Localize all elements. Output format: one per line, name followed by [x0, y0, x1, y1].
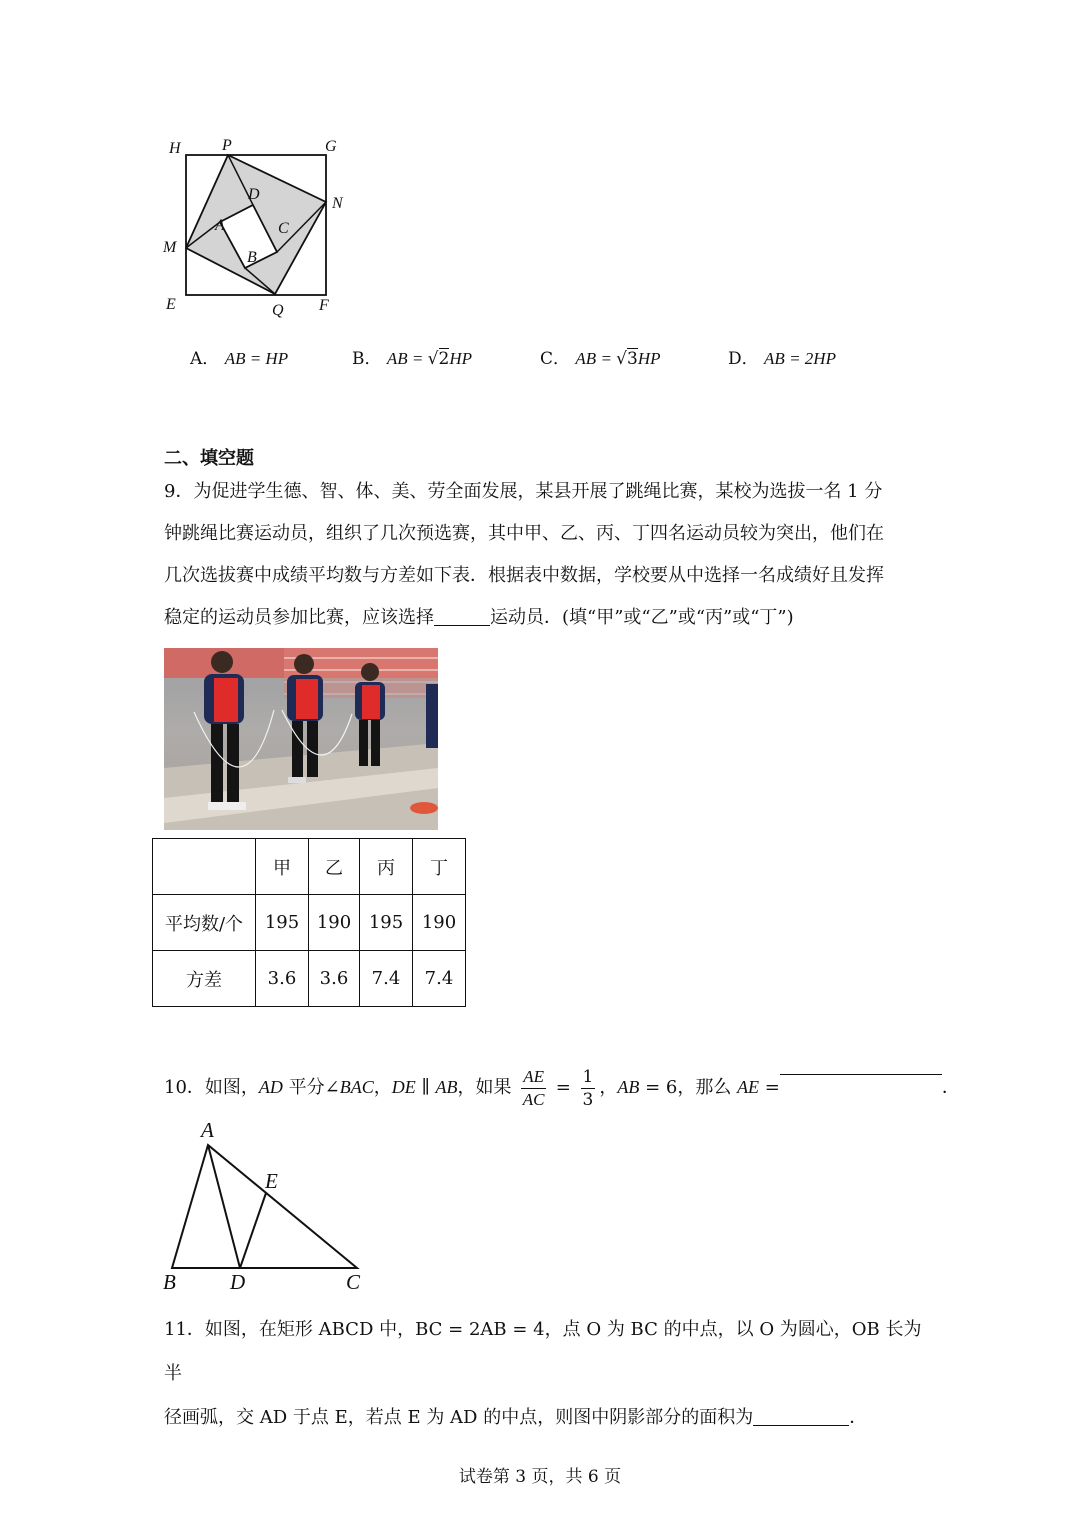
- photo-illustration: [164, 648, 438, 830]
- q10-seg: AB: [617, 1077, 640, 1097]
- table-header-row: [153, 839, 466, 895]
- radicand: 3: [627, 349, 638, 369]
- fraction-one-third: [581, 1066, 596, 1111]
- section-heading: 二、填空题: [164, 448, 254, 469]
- fraction-numerator: 1: [582, 1066, 594, 1087]
- option-expression: AB =: [386, 349, 428, 368]
- option-expression-tail: HP: [449, 349, 472, 368]
- triangle-figure: [160, 1118, 370, 1298]
- q10-seg: AD: [258, 1077, 283, 1097]
- rope-jumping-photo: [164, 648, 438, 830]
- option-a[interactable]: [190, 344, 288, 369]
- q10-seg: ，如果: [457, 1077, 512, 1098]
- q10-number: 10．如图，: [164, 1077, 259, 1098]
- label-C: C: [346, 1270, 361, 1294]
- table-cell: 195: [360, 895, 413, 951]
- label-E: E: [265, 1169, 278, 1193]
- sqrt-sign: √: [616, 349, 628, 369]
- fraction-numerator: AE: [521, 1066, 546, 1089]
- fraction-denominator: 3: [582, 1089, 594, 1110]
- option-letter: D．: [728, 349, 759, 369]
- q11-line-1: 11．如图，在矩形 ABCD 中，BC = 2AB = 4，点 O 为 BC 的中点，以 O 为圆心，OB 长为半: [164, 1319, 922, 1384]
- label-E: E: [166, 296, 176, 313]
- q10-seg: =: [550, 1077, 577, 1098]
- option-expression: AB =: [575, 349, 617, 368]
- table-row: [153, 951, 466, 1007]
- label-H: H: [169, 140, 181, 157]
- q11-line-2: [164, 1396, 924, 1440]
- q10-seg: ．: [941, 1077, 960, 1098]
- answer-blank-q9[interactable]: [434, 607, 490, 626]
- table-cell: 190: [413, 895, 466, 951]
- q9-line-3: 几次选拔赛中成绩平均数与方差如下表．根据表中数据，学校要从中选择一名成绩好且发挥: [164, 565, 884, 586]
- table-cell: 3.6: [309, 951, 360, 1007]
- table-cell: 7.4: [360, 951, 413, 1007]
- score-table: [152, 838, 466, 1007]
- option-b[interactable]: [352, 344, 472, 369]
- radicand: 2: [438, 349, 450, 369]
- option-expression: AB = HP: [224, 349, 289, 368]
- table-header-cell: 丙: [360, 839, 413, 895]
- fraction-ae-ac: [521, 1066, 546, 1111]
- label-N: N: [332, 195, 343, 212]
- q8-options: [190, 344, 890, 374]
- label-M: M: [163, 239, 177, 256]
- q10-seg: =: [759, 1077, 780, 1098]
- q10-seg: ，: [373, 1077, 392, 1098]
- option-d[interactable]: [728, 344, 836, 369]
- fraction-denominator: AC: [522, 1089, 545, 1109]
- table-cell: 195: [256, 895, 309, 951]
- label-C: C: [278, 220, 289, 237]
- q10-seg: ，: [599, 1077, 618, 1098]
- page-footer: 试卷第 3 页，共 6 页: [458, 1467, 622, 1487]
- label-D: D: [248, 186, 260, 203]
- q10-seg: BAC: [339, 1077, 374, 1097]
- q11-text: [164, 1308, 924, 1440]
- q9-line-1: 9．为促进学生德、智、体、美、劳全面发展，某县开展了跳绳比赛，某校为选拔一名 1 分: [164, 481, 883, 502]
- q10-seg: DE: [391, 1077, 416, 1097]
- answer-blank-q11[interactable]: [753, 1407, 849, 1426]
- option-expression: AB = 2HP: [764, 349, 836, 368]
- label-B: B: [163, 1270, 176, 1294]
- q9-text: [164, 471, 924, 639]
- option-expression-tail: HP: [637, 349, 661, 368]
- square-figure: [160, 135, 360, 325]
- q11-line-2-before: 径画弧，交 AD 于点 E，若点 E 为 AD 的中点，则图中阴影部分的面积为: [164, 1407, 754, 1428]
- label-D: D: [230, 1270, 246, 1294]
- answer-blank-q10[interactable]: [780, 1056, 942, 1075]
- sqrt-sign: √: [427, 349, 439, 369]
- option-letter: A．: [190, 349, 220, 369]
- table-row: [153, 895, 466, 951]
- table-header-cell: 甲: [256, 839, 309, 895]
- q9-line-4: [164, 597, 924, 639]
- table-row-label: 方差: [153, 951, 256, 1007]
- q9-line-4-before: 稳定的运动员参加比赛，应该选择: [164, 607, 434, 628]
- table-cell: 3.6: [256, 951, 309, 1007]
- q9-line-2: 钟跳绳比赛运动员，组织了几次预选赛，其中甲、乙、丙、丁四名运动员较为突出，他们在: [164, 523, 884, 544]
- table-header-cell: 乙: [309, 839, 360, 895]
- q10-seg: AE: [737, 1077, 760, 1097]
- table-header-cell: 丁: [413, 839, 466, 895]
- label-B: B: [247, 249, 257, 266]
- option-letter: B．: [352, 349, 382, 369]
- q10-seg: AB: [435, 1077, 458, 1097]
- label-P: P: [222, 137, 232, 154]
- table-header-cell: [153, 839, 256, 895]
- label-Q: Q: [272, 302, 284, 319]
- option-c[interactable]: [540, 344, 661, 369]
- q9-line-4-after: 运动员．(填“甲”或“乙”或“丙”或“丁”): [490, 607, 794, 628]
- q11-line-2-after: ．: [849, 1407, 868, 1428]
- table-row-label: 平均数/个: [153, 895, 256, 951]
- label-A: A: [215, 217, 225, 234]
- q10-seg: ∥: [415, 1077, 436, 1098]
- table-cell: 190: [309, 895, 360, 951]
- table-cell: 7.4: [413, 951, 466, 1007]
- triangle-diagram: [160, 1118, 370, 1298]
- label-A: A: [201, 1118, 214, 1142]
- label-F: F: [319, 297, 329, 314]
- square-diagram: [160, 135, 360, 325]
- option-letter: C．: [540, 349, 571, 369]
- q10-seg: = 6，那么: [639, 1077, 738, 1098]
- label-G: G: [325, 138, 337, 155]
- q10-text: [164, 1056, 960, 1112]
- q10-seg: 平分∠: [282, 1077, 340, 1098]
